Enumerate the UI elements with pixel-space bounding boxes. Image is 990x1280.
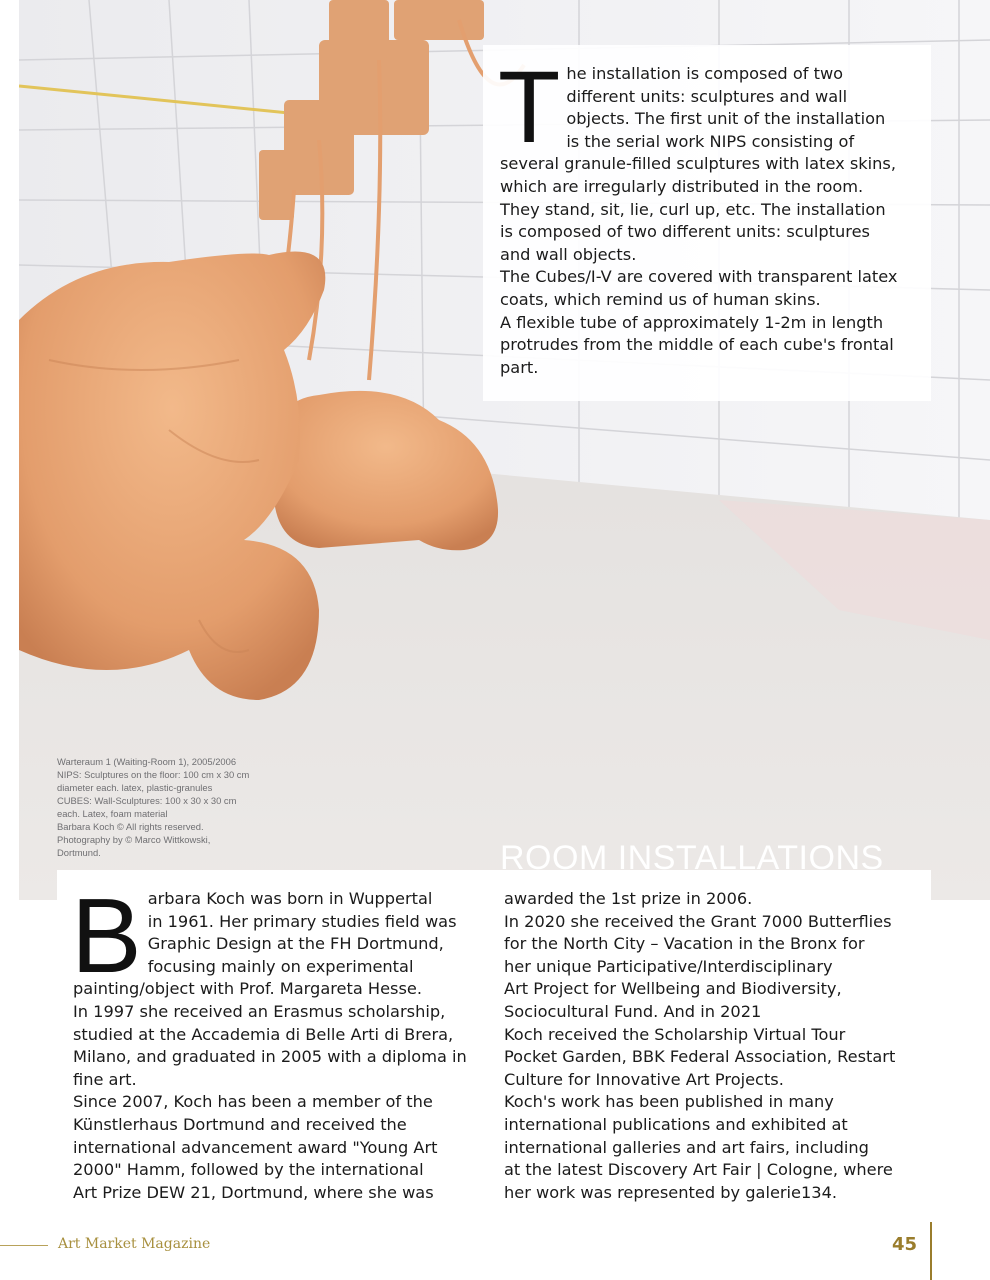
intro-line: A flexible tube of approximately 1-2m in length [500,312,884,332]
bio-line: In 1997 she received an Erasmus scholarship, [73,1001,446,1021]
bio-line: Since 2007, Koch has been a member of the [73,1092,433,1112]
caption-line: Photography by © Marco Wittkowski, [57,834,211,845]
bio-line: her work was represented by galerie134. [504,1182,838,1202]
bio-column-left [71,877,488,1204]
bio-line: for the North City – Vacation in the Bronx for [504,934,865,954]
intro-line: objects. The first unit of the installation [566,109,886,129]
footer-divider [930,1222,932,1280]
bio-column-right [504,888,924,1204]
intro-text [498,50,920,379]
caption-line: NIPS: Sculptures on the floor: 100 cm x 30 cm [57,769,250,780]
caption-line: each. Latex, foam material [57,808,168,819]
bio-line: at the latest Discovery Art Fair | Cologne, where [504,1160,893,1180]
bio-line: her unique Participative/Interdisciplinary [504,956,833,976]
intro-line: The Cubes/I-V are covered with transparent latex [500,267,898,287]
intro-line: protrudes from the middle of each cube's frontal [500,335,894,355]
bio-line: In 2020 she received the Grant 7000 Butterflies [504,911,892,931]
bio-line: Art Project for Wellbeing and Biodiversity, [504,979,842,999]
bio-line: Künstlerhaus Dortmund and received the [73,1114,407,1134]
bio-line: international publications and exhibited at [504,1114,848,1134]
drop-cap-b: B [71,877,142,995]
bio-line: studied at the Accademia di Belle Arti di Brera, [73,1024,454,1044]
intro-line: he installation is composed of two [566,64,844,83]
bio-line: in 1961. Her primary studies field was [147,911,457,931]
magazine-name: Art Market Magazine [58,1236,211,1252]
photo-caption [57,755,277,859]
caption-line: Barbara Koch © All rights reserved. [57,821,204,832]
bio-line: focusing mainly on experimental [147,956,414,976]
bio-line: international advancement award "Young Art [73,1137,438,1157]
bio-line: Culture for Innovative Art Projects. [504,1069,784,1089]
bio-line: 2000" Hamm, followed by the international [73,1160,424,1180]
bio-line: Pocket Garden, BBK Federal Association, Restart [504,1047,896,1067]
intro-line: and wall objects. [500,244,637,264]
bio-line: painting/object with Prof. Margareta Hesse. [73,979,423,999]
footer-rule [0,1245,48,1246]
caption-line: diameter each. latex, plastic-granules [57,782,213,793]
intro-line: is the serial work NIPS consisting of [566,131,855,151]
intro-line: is composed of two different units: sculptures [500,222,870,242]
intro-line: part. [500,357,539,377]
bio-line: Koch received the Scholarship Virtual Tour [504,1024,846,1044]
intro-line: several granule-filled sculptures with latex skins, [500,154,896,174]
intro-line: different units: sculptures and wall [566,86,848,106]
intro-line: coats, which remind us of human skins. [500,289,821,309]
caption-line: Warteraum 1 (Waiting-Room 1), 2005/2006 [57,756,237,767]
bio-line: Art Prize DEW 21, Dortmund, where she was [73,1182,434,1202]
caption-line: Dortmund. [57,847,101,858]
intro-line: which are irregularly distributed in the room. [500,176,864,196]
bio-line: international galleries and art fairs, including [504,1137,869,1157]
page-number: 45 [892,1234,918,1255]
bio-line: Koch's work has been published in many [504,1092,834,1112]
section-title: ROOM INSTALLATIONS [500,839,884,877]
bio-line: awarded the 1st prize in 2006. [504,889,753,908]
drop-cap-t: T [498,50,561,164]
intro-line: They stand, sit, lie, curl up, etc. The installation [500,199,886,219]
bio-line: arbara Koch was born in Wuppertal [147,889,433,908]
bio-line: Milano, and graduated in 2005 with a diploma in [73,1047,467,1067]
bio-line: fine art. [73,1069,137,1089]
bio-line: Sociocultural Fund. And in 2021 [504,1001,762,1021]
caption-line: CUBES: Wall-Sculptures: 100 x 30 x 30 cm [57,795,237,806]
bio-line: Graphic Design at the FH Dortmund, [147,934,444,954]
